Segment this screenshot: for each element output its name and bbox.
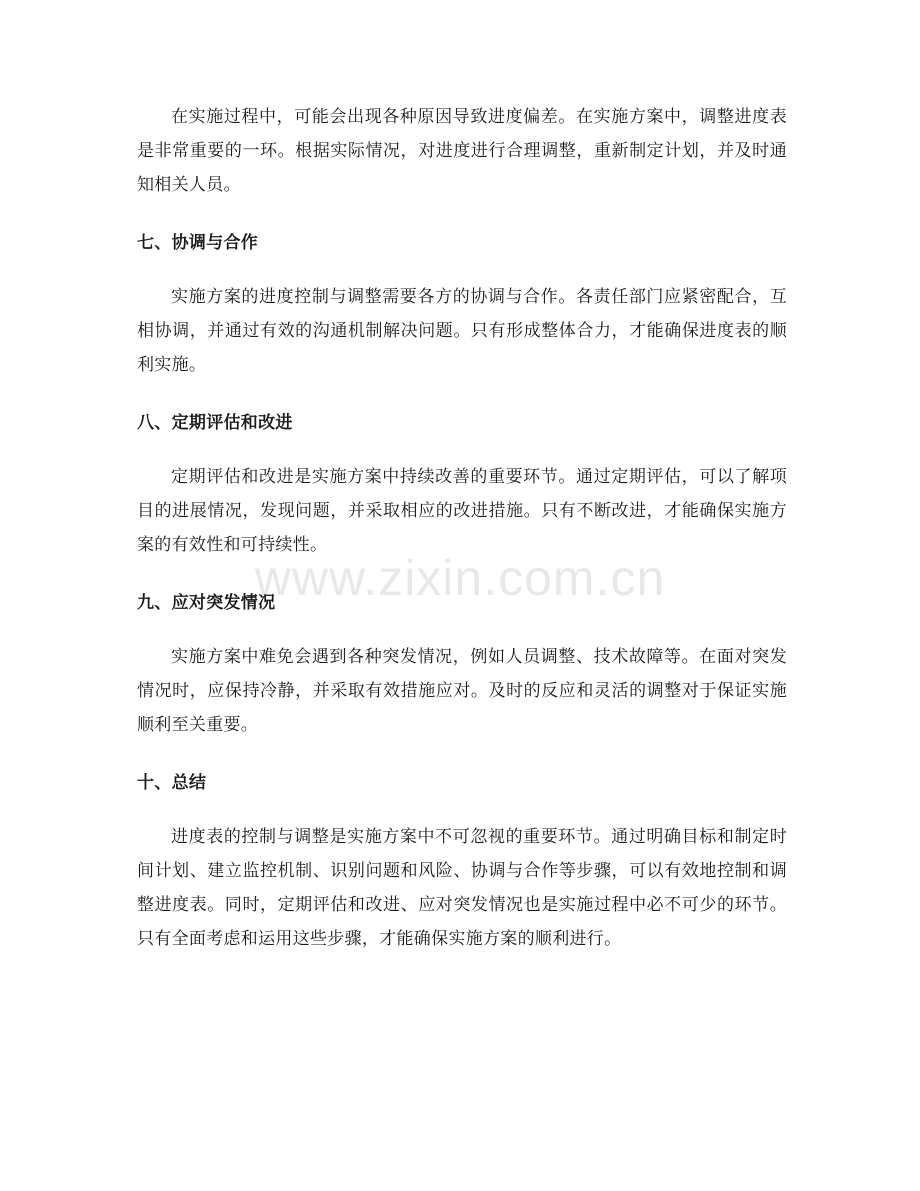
paragraph-progress-adjustment: 在实施过程中，可能会出现各种原因导致进度偏差。在实施方案中，调整进度表是非常重要的一环。根据实际情况，对进度进行合理调整，重新制定计划，并及时通知相关人员。 — [137, 107, 787, 195]
heading-evaluation: 八、定期评估和改进 — [137, 413, 293, 433]
paragraph-summary: 进度表的控制与调整是实施方案中不可忽视的重要环节。通过明确目标和制定时间计划、建立监控机制、识别问题和风险、协调与合作等步骤，可以有效地控制和调整进度表。同时，定期评估和改进、应对突发情况也是实施过程中必不可少的环节。只有全面考虑和运用这些步骤，才能确保实施方案的顺利进行。 — [137, 827, 787, 949]
heading-summary: 十、总结 — [137, 773, 207, 793]
heading-coordination: 七、协调与合作 — [137, 233, 259, 253]
paragraph-coordination: 实施方案的进度控制与调整需要各方的协调与合作。各责任部门应紧密配合，互相协调，并通过有效的沟通机制解决问题。只有形成整体合力，才能确保进度表的顺利实施。 — [137, 287, 787, 375]
heading-emergencies: 九、应对突发情况 — [137, 593, 276, 613]
watermark-text: www.zixin.com.cn — [254, 550, 666, 606]
document-body — [137, 100, 787, 956]
paragraph-evaluation: 定期评估和改进是实施方案中持续改善的重要环节。通过定期评估，可以了解项目的进展情况，发现问题，并采取相应的改进措施。只有不断改进，才能确保实施方案的有效性和可持续性。 — [137, 467, 787, 555]
paragraph-emergencies: 实施方案中难免会遇到各种突发情况，例如人员调整、技术故障等。在面对突发情况时，应保持冷静，并采取有效措施应对。及时的反应和灵活的调整对于保证实施顺利至关重要。 — [137, 647, 787, 735]
